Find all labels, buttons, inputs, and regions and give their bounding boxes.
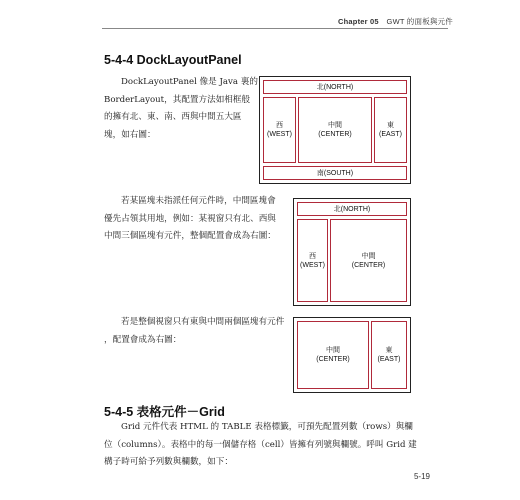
text-line: ，配置會成為右圖： xyxy=(104,334,182,345)
center-label-cn: 中間 xyxy=(361,252,376,260)
north-region xyxy=(263,80,407,94)
text-line: 若是整個視窗只有東與中間兩個區塊有元件 xyxy=(121,317,285,327)
east-label-cn: 東 xyxy=(385,347,393,354)
west-region xyxy=(263,97,296,163)
text-line: DockLayoutPanel 像是 Java 裏的 xyxy=(121,77,258,87)
section-heading-dock: 5-4-4 DockLayoutPanel xyxy=(104,53,242,67)
text-line: 若某區塊未指派任何元件時，中間區塊會 xyxy=(121,196,276,206)
text-line: Grid 元件代表 HTML 的 TABLE 表格標籤，可預先配置列數（rows）與欄 xyxy=(121,422,413,432)
east-label-en: (EAST) xyxy=(379,131,402,138)
text-line: 塊，如右圖： xyxy=(104,129,156,140)
east-label-en: (EAST) xyxy=(377,356,401,363)
north-label: 北(NORTH) xyxy=(333,205,371,213)
header-rule xyxy=(102,28,448,29)
center-label-en: (CENTER) xyxy=(318,131,352,138)
west-label-cn: 西 xyxy=(276,122,283,129)
west-label-en: (WEST) xyxy=(267,131,292,138)
center-region xyxy=(330,219,407,302)
center-label-en: (CENTER) xyxy=(351,261,386,269)
center-region xyxy=(297,321,369,389)
chapter-title: GWT 的面板與元件 xyxy=(386,17,453,26)
west-region xyxy=(297,219,328,302)
east-region xyxy=(374,97,407,163)
section-heading-grid: 5-4-5 表格元件－Grid xyxy=(104,405,225,419)
paragraph-dock-east-center xyxy=(104,314,299,349)
south-label: 南(SOUTH) xyxy=(316,169,354,177)
west-label-en: (WEST) xyxy=(300,261,325,269)
dock-diagram-full xyxy=(259,76,411,184)
center-label-cn: 中間 xyxy=(328,122,342,129)
text-line: 的擁有北、東、南、西與中間五大區 xyxy=(104,112,242,122)
center-region xyxy=(298,97,372,163)
paragraph-dock-north-west xyxy=(104,193,294,246)
text-line: 構子時可給予列數與欄數，如下： xyxy=(104,457,233,467)
east-region xyxy=(371,321,407,389)
text-line: 位（columns）。表格中的每一個儲存格（cell）皆擁有列號與欄號。呼叫 Grid 建 xyxy=(104,439,417,450)
west-label-cn: 西 xyxy=(309,252,316,260)
center-label-en: (CENTER) xyxy=(316,356,350,363)
text-line: 中間三個區塊有元件，整個配置會成為右圖： xyxy=(104,231,276,241)
chapter-label: Chapter 05 xyxy=(338,17,379,26)
north-region xyxy=(297,202,407,216)
text-line: 優先占領其用地，例如：某視窗只有北、西與 xyxy=(104,213,276,224)
east-label-cn: 東 xyxy=(387,122,394,129)
dock-diagram-center-east xyxy=(293,317,411,393)
north-label: 北(NORTH) xyxy=(316,83,354,91)
center-label-cn: 中間 xyxy=(326,347,340,354)
text-line: BorderLayout，其配置方法如相框般 xyxy=(104,94,251,105)
dock-diagram-north-west-center xyxy=(293,198,411,306)
running-header xyxy=(338,16,453,27)
paragraph-grid-intro xyxy=(104,419,420,472)
paragraph-dock-intro xyxy=(104,74,274,144)
page-number: 5-19 xyxy=(413,472,430,481)
south-region xyxy=(263,166,407,180)
